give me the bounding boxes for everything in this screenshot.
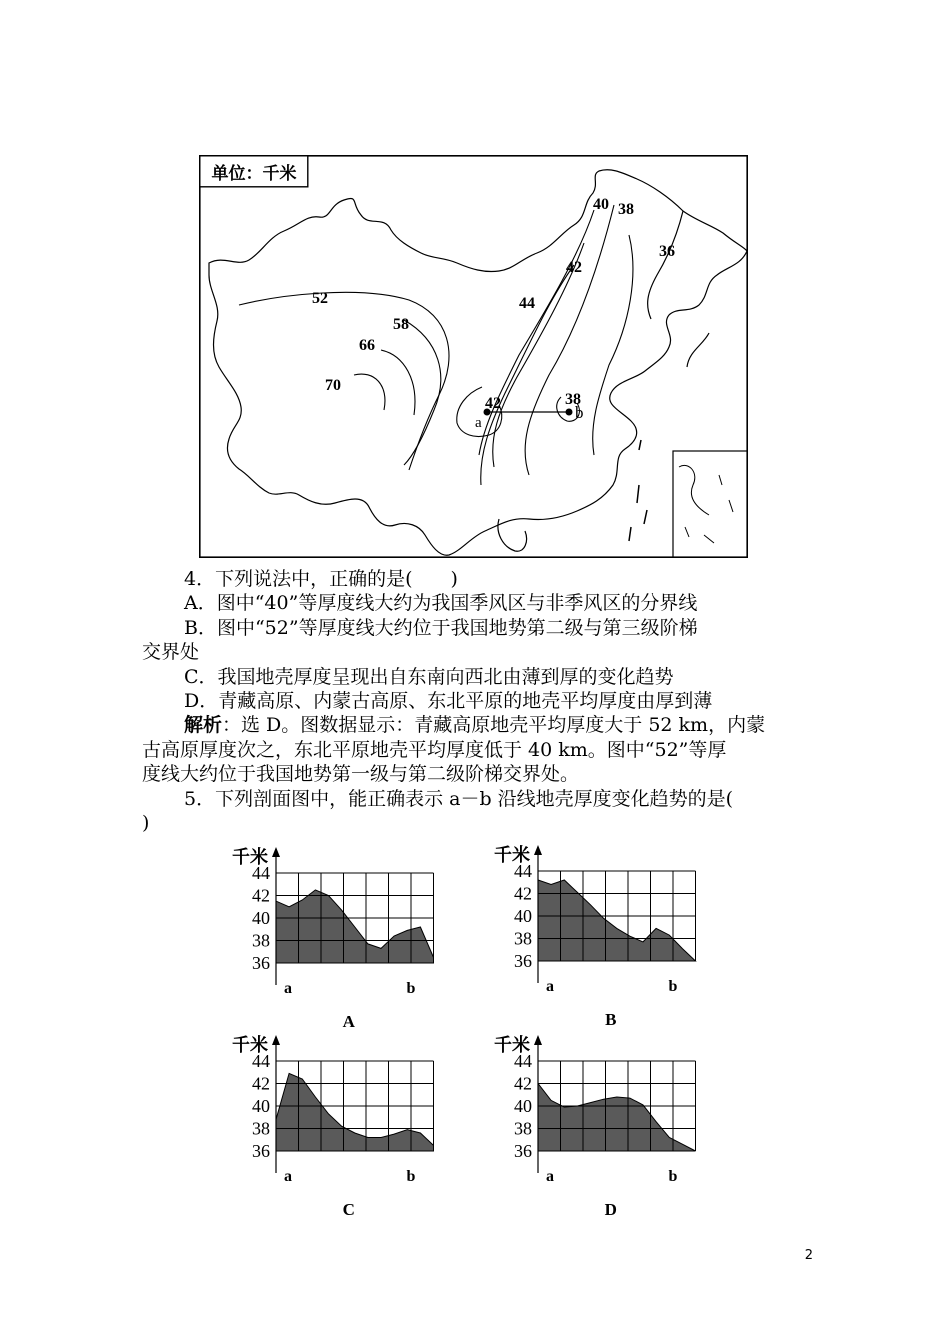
q4-option-a: A．图中“40”等厚度线大约为我国季风区与非季风区的分界线 <box>184 592 698 615</box>
profile-area <box>276 1073 434 1151</box>
q4-option-b-line2: 交界处 <box>142 641 200 664</box>
y-tick-label: 44 <box>514 1051 532 1071</box>
q4-option-b-line1: B．图中“52”等厚度线大约位于我国地势第二级与第三级阶梯 <box>184 616 698 639</box>
y-axis-label: 千米 <box>232 847 268 867</box>
contour-label-38: 38 <box>618 201 634 218</box>
profile-chart-d <box>482 1033 742 1223</box>
profile-chart-c <box>220 1033 480 1223</box>
profile-area <box>538 1084 696 1152</box>
x-label-a: a <box>284 1168 292 1185</box>
q5-stem-line1: 5．下列剖面图中，能正确表示 a－b 沿线地壳厚度变化趋势的是( <box>184 787 734 810</box>
y-tick-label: 38 <box>252 930 270 951</box>
q4-analysis-line2: 古高原厚度次之，东北平原地壳平均厚度低于 40 km。图中“52”等厚 <box>142 738 727 761</box>
y-tick-label: 40 <box>252 908 270 928</box>
contour-label-70: 70 <box>325 377 341 394</box>
q5-stem-line2: ) <box>142 812 150 835</box>
analysis-label: 解析 <box>184 714 223 737</box>
chart-title: C <box>342 1200 355 1219</box>
y-tick-label: 44 <box>514 861 532 881</box>
contour-label-40: 40 <box>593 196 609 213</box>
analysis-text-1: ：选 D。图数据显示：青藏高原地壳平均厚度大于 52 km，内蒙 <box>222 714 766 737</box>
q4-analysis-line1 <box>142 713 812 737</box>
crust-thickness-map <box>199 155 748 558</box>
contour-label-42: 42 <box>566 259 582 276</box>
map-frame <box>200 156 747 557</box>
x-label-b: b <box>406 980 416 997</box>
chart-title: A <box>342 1012 355 1031</box>
y-tick-label: 40 <box>514 906 532 926</box>
question-4 <box>142 567 812 835</box>
contour-label-42-inner: 42 <box>485 395 501 412</box>
x-label-b: b <box>668 1168 678 1185</box>
x-label-b: b <box>406 1168 416 1185</box>
y-axis-label: 千米 <box>494 1035 530 1055</box>
y-tick-label: 38 <box>514 1118 532 1139</box>
x-label-a: a <box>546 1168 554 1185</box>
contour-label-44: 44 <box>519 295 535 312</box>
y-tick-label: 44 <box>252 863 270 883</box>
point-a-label: a <box>475 415 482 431</box>
y-tick-label: 38 <box>252 1118 270 1139</box>
chart-title: B <box>605 1010 617 1029</box>
x-label-a: a <box>284 980 292 997</box>
y-axis-arrow <box>534 1035 542 1045</box>
y-axis-label: 千米 <box>232 1035 268 1055</box>
y-tick-label: 40 <box>252 1096 270 1116</box>
y-tick-label: 40 <box>514 1096 532 1116</box>
q4-stem: 4．下列说法中，正确的是( ) <box>184 568 458 590</box>
y-tick-label: 38 <box>514 928 532 949</box>
point-b-dot <box>566 409 573 416</box>
x-label-b: b <box>668 978 678 995</box>
south-sea-inset <box>673 451 747 557</box>
q4-option-d: D．青藏高原、内蒙古高原、东北平原的地壳平均厚度由厚到薄 <box>184 690 713 713</box>
unit-label: 单位：千米 <box>211 164 297 183</box>
page-number: 2 <box>804 1248 813 1263</box>
q4-option-c: C．我国地壳厚度呈现出自东南向西北由薄到厚的变化趋势 <box>184 665 674 688</box>
q4-analysis-line3: 度线大约位于我国地势第一级与第二级阶梯交界处。 <box>142 763 580 786</box>
y-tick-label: 36 <box>514 1141 532 1161</box>
contour-label-66: 66 <box>359 337 375 354</box>
x-label-a: a <box>546 978 554 995</box>
y-tick-label: 36 <box>514 951 532 971</box>
chart-title: D <box>604 1200 617 1219</box>
y-axis-arrow <box>272 1035 280 1045</box>
contour-label-36: 36 <box>659 243 675 260</box>
y-tick-label: 42 <box>514 1073 532 1094</box>
profile-chart-b <box>482 843 742 1033</box>
profile-area <box>276 890 434 963</box>
contour-label-52: 52 <box>312 290 328 307</box>
point-b-label: b <box>575 403 584 422</box>
y-tick-label: 42 <box>252 1073 270 1094</box>
y-axis-arrow <box>534 845 542 855</box>
y-tick-label: 42 <box>252 885 270 906</box>
y-tick-label: 36 <box>252 953 270 973</box>
contour-label-38-inner: 38 <box>565 391 581 408</box>
y-axis-arrow <box>272 847 280 857</box>
y-tick-label: 42 <box>514 883 532 904</box>
y-axis-label: 千米 <box>494 845 530 865</box>
contour-label-58: 58 <box>393 316 409 333</box>
profile-area <box>538 880 696 961</box>
y-tick-label: 44 <box>252 1051 270 1071</box>
y-tick-label: 36 <box>252 1141 270 1161</box>
profile-chart-a <box>220 845 480 1035</box>
